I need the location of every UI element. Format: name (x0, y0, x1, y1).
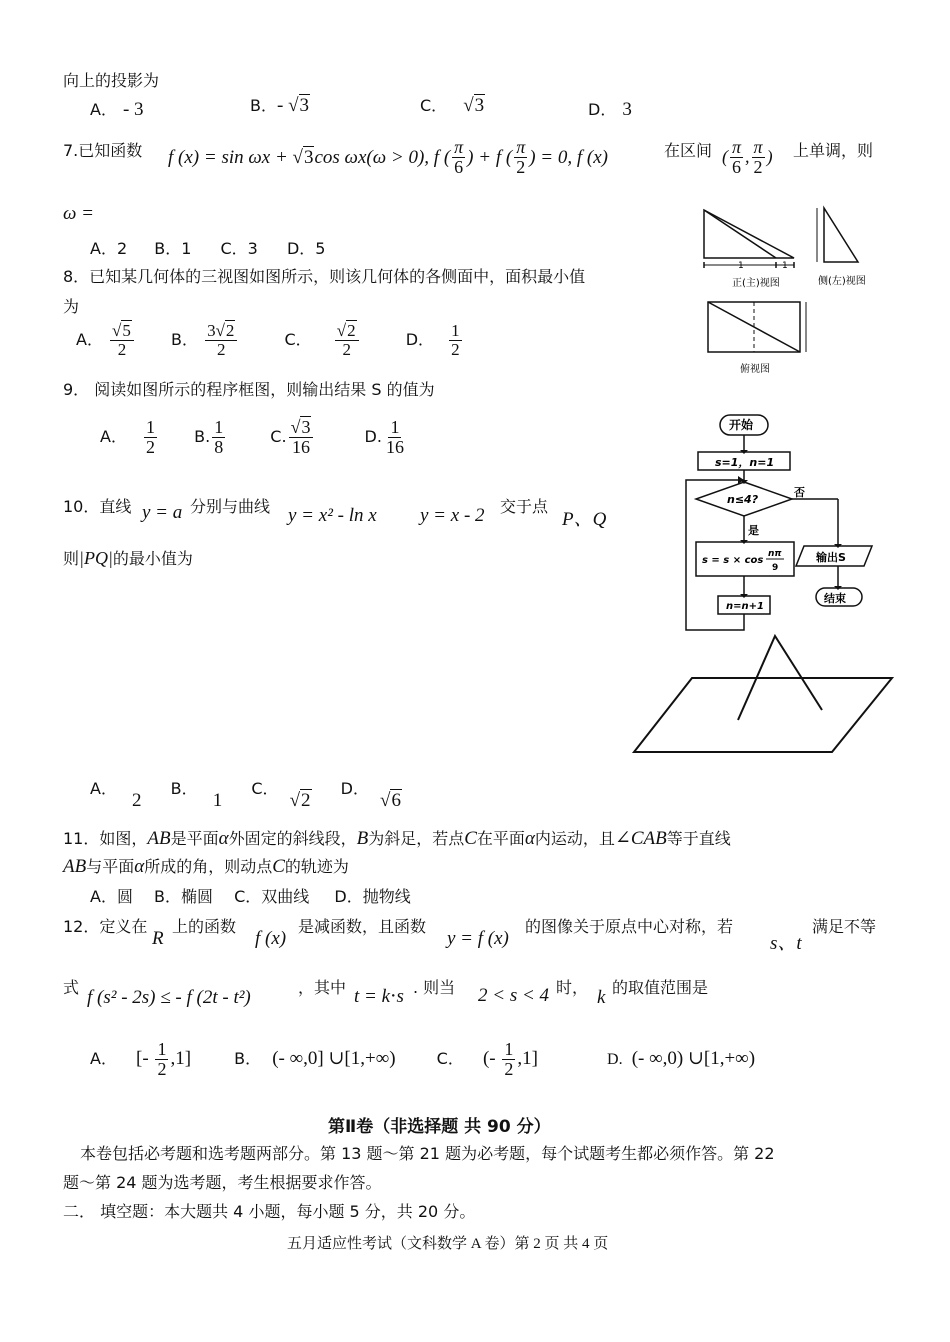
q6-option-c: C． √3 (420, 95, 485, 116)
flow-body-label: s = s × cos (702, 555, 764, 566)
flow-start-label: 开始 (729, 418, 754, 432)
front-dim-two: 1 (782, 261, 788, 271)
q8-options: A． $\frac{√5}{2}$ B． $\frac{3√2}{2}$ C． $\frac{√2}{2}$ D． $\frac{1}{2}$ (76, 321, 460, 359)
q12-r: R (152, 928, 164, 949)
q9-options: A． $\frac{1}{2}$ B. $\frac{1}{8}$ C. $\frac{√3}{16}$ D. $\frac{1}{16}$ (100, 417, 404, 457)
q12-text4: 的图像关于原点中心对称，若 (525, 917, 734, 936)
q12-inequality: f (s² - 2s) ≤ - f (2t - t²) (87, 987, 251, 1008)
q7-option-d: D．5 (286, 239, 326, 258)
q6-option-a: A． - 3 (90, 99, 144, 120)
q12-tks: t = k⋅s (354, 986, 404, 1007)
q7-option-b: B．1 (154, 239, 192, 258)
three-views-figure (698, 200, 878, 380)
q7-tail: 上单调，则 (793, 141, 874, 160)
q6-option-b: B．- √3 (250, 95, 309, 116)
q7-option-a: A．2 (90, 239, 128, 258)
q11-line2: AB与平面α所成的角，则动点C的轨迹为 (63, 856, 349, 877)
flow-increment-label: n=n+1 (726, 601, 764, 612)
flow-frac-num: nπ (768, 549, 782, 559)
q11-options (90, 884, 411, 907)
flow-end-label: 结束 (824, 592, 846, 605)
q12-text2: 上的函数 (172, 917, 237, 936)
q10-text2: 分别与曲线 (190, 497, 271, 516)
q6-text: 向上的投影为 (63, 71, 160, 90)
q11-line1: 11．如图，AB是平面α外固定的斜线段，B为斜足，若点C在平面α内运动，且∠CAB等于直线 (63, 828, 731, 849)
q10-pq: P、Q (562, 509, 607, 530)
section-fill-blank-heading: 二． 填空题：本大题共 4 小题，每小题 5 分，共 20 分。 (63, 1202, 476, 1221)
top-view (708, 302, 806, 352)
q11-option-c: C．双曲线 (234, 887, 310, 906)
q12-yfx: y = f (x) (447, 928, 509, 949)
q9-stem: 9． 阅读如图所示的程序框图，则输出结果 S 的值为 (63, 380, 435, 399)
q12-text9: 时， (556, 978, 589, 997)
plane-figure (630, 630, 900, 760)
q11-option-d: D．抛物线 (334, 887, 411, 906)
front-view-label: 正(主)视图 (732, 278, 780, 289)
flow-no-label: 否 (794, 486, 805, 499)
side-view-label: 侧(左)视图 (818, 276, 866, 287)
q6-option-d: D． 3 (588, 99, 632, 120)
page-footer: 五月适应性考试（文科数学 A 卷）第 2 页 共 4 页 (287, 1236, 609, 1252)
q10-line2: 则|PQ|的最小值为 (63, 548, 193, 568)
q12-text7: ，其中 (298, 978, 347, 997)
q12-text3: 是减函数，且函数 (298, 917, 427, 936)
q12-st: s、t (770, 933, 802, 954)
q11-option-a: A．圆 (90, 887, 133, 906)
q12-line1: 12．定义在 (63, 917, 148, 936)
q7-interval-text: 在区间 (664, 141, 713, 160)
flow-init-label: s=1，n=1 (715, 456, 775, 469)
q12-k: k (597, 987, 606, 1008)
q7-options (90, 236, 325, 259)
flow-yes-label: 是 (748, 524, 759, 537)
q7-omega: ω = (63, 203, 94, 224)
top-view-label: 俯视图 (740, 364, 770, 375)
q12-range: 2 < s < 4 (478, 985, 550, 1006)
part2-intro-1: 本卷包括必考题和选考题两部分。第 13 题～第 21 题为必考题，每个试题考生都必须作答。第 22 (80, 1144, 775, 1163)
part2-intro-2: 题～第 24 题为选考题，考生根据要求作答。 (63, 1173, 382, 1192)
q7-interval: ( $\frac{\pi}{6}$ , $\frac{\pi}{2}$ ) (722, 137, 773, 177)
q12-text5: 满足不等 (812, 917, 877, 936)
q7-formula: f (x) = sin ωx + √3cos ωx(ω > 0), f ( $\frac{\pi}{6}$ ) + f ( $\frac{\pi}{2}$ ) = 0, f (x) (168, 137, 608, 177)
front-view (704, 210, 794, 268)
q10-eq1: y = a (142, 502, 183, 523)
q12-options: A． [- $\frac{1}{2}$ ,1] B． (- ∞,0] ∪[1,+∞) C． (- $\frac{1}{2}$ ,1] D. (- ∞,0) ∪[1,+∞) (90, 1039, 756, 1079)
q8-stem-2: 为 (63, 297, 80, 316)
q11-option-b: B．椭圆 (154, 887, 214, 906)
flow-output-label: 输出S (816, 551, 846, 564)
plane-alpha (634, 678, 892, 752)
flow-condition-label: n≤4? (727, 493, 759, 506)
q10-eq2: y = x² - ln x (288, 505, 377, 526)
side-view (817, 208, 858, 262)
q12-text6: 式 (63, 978, 80, 997)
part2-title: 第Ⅱ卷（非选择题 共 90 分） (328, 1117, 551, 1137)
flowchart (680, 410, 880, 640)
q10-options: A． 2 B． 1 C． √2 D． √6 (90, 779, 401, 811)
q7-stem: 7.已知函数 (63, 141, 143, 160)
q10-text3: 交于点 (500, 497, 549, 516)
q8-stem: 8．已知某几何体的三视图如图所示，则该几何体的各侧面中，面积最小值 (63, 267, 586, 286)
q10-stem: 10．直线 (63, 497, 132, 516)
q12-text10: 的取值范围是 (612, 978, 709, 997)
q12-text8: . 则当 (413, 978, 456, 997)
q12-fx: f (x) (255, 928, 287, 949)
flow-frac-den: 9 (772, 563, 779, 573)
q7-option-c: C．3 (220, 239, 258, 258)
front-dim-one: 1 (738, 261, 744, 271)
q10-eq3: y = x - 2 (420, 505, 485, 526)
